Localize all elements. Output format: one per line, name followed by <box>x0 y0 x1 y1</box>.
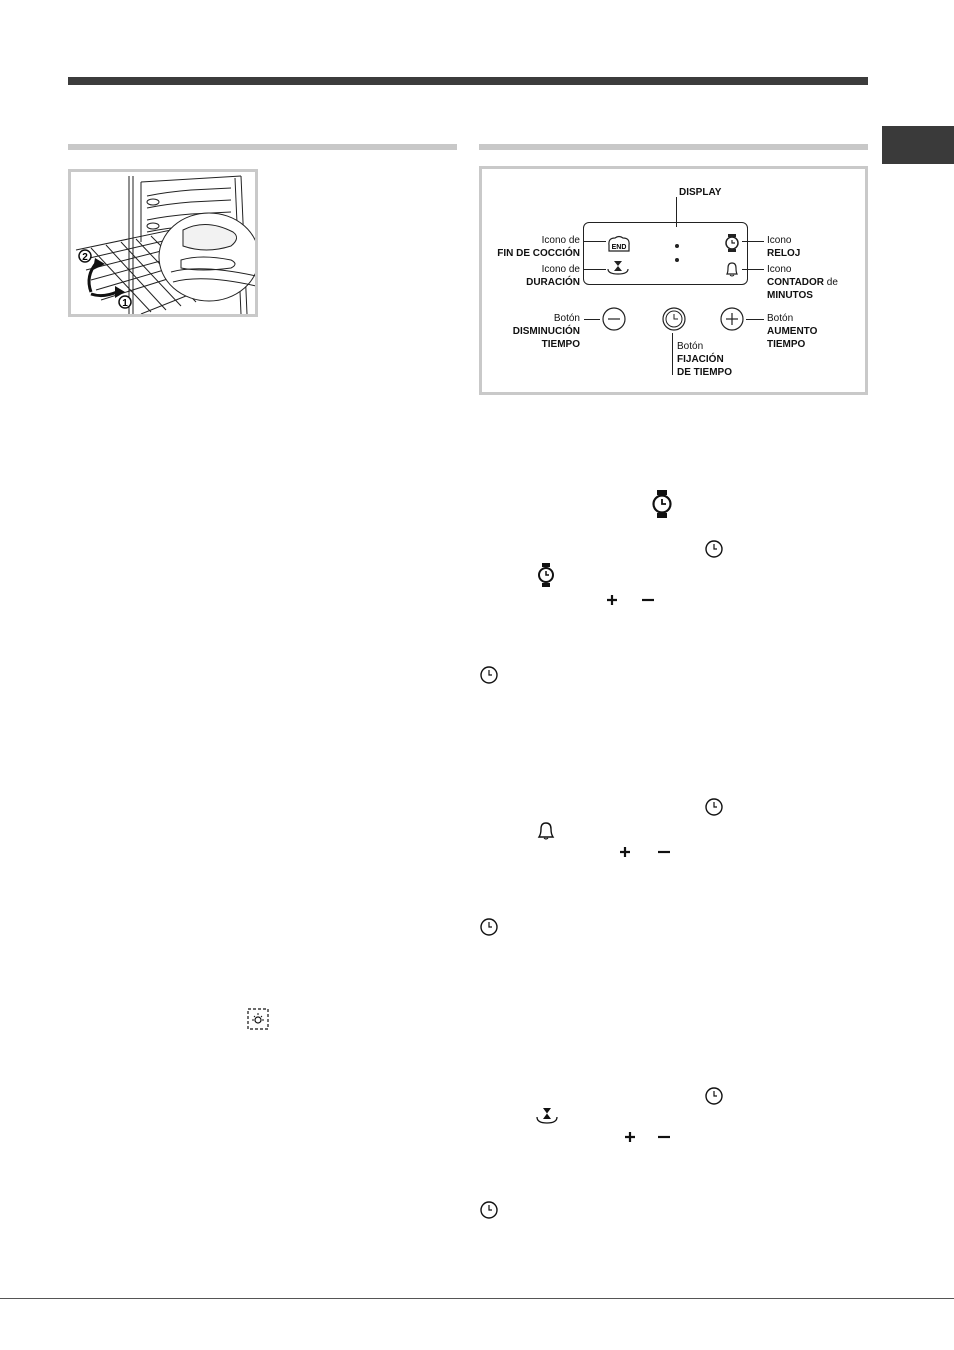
fin-coccion-leader <box>584 241 606 242</box>
decrease-time-button[interactable] <box>600 305 628 333</box>
hourglass-icon <box>535 1106 559 1126</box>
plus-icon <box>618 845 632 859</box>
disminucion-leader <box>584 319 600 320</box>
plus-icon <box>605 593 619 607</box>
fin-coccion-label-1: Icono de <box>541 235 580 246</box>
clock-icon <box>704 1086 724 1106</box>
duracion-label-1: Icono de <box>541 264 580 275</box>
aumento-label-3: TIEMPO <box>767 339 806 350</box>
step-2-label: 2 <box>82 252 88 263</box>
hourglass-icon <box>606 259 630 277</box>
fijacion-label-2: FIJACIÓN <box>677 354 724 365</box>
step-1-label: 1 <box>122 298 128 309</box>
increase-time-button[interactable] <box>718 305 746 333</box>
oven-rack-illustration <box>68 169 258 317</box>
disminucion-label-3: TIEMPO <box>541 339 580 350</box>
watch-icon <box>651 489 673 519</box>
reloj-label-1: Icono <box>767 235 792 246</box>
duracion-leader <box>584 269 606 270</box>
lamp-icon <box>246 1007 270 1031</box>
aumento-label-1: Botón <box>767 313 794 324</box>
top-rule <box>68 77 868 85</box>
contador-label-3: MINUTOS <box>767 290 813 301</box>
fijacion-label-3: DE TIEMPO <box>677 367 733 378</box>
aumento-leader <box>746 319 764 320</box>
contador-leader <box>742 269 764 270</box>
footer-rule <box>0 1298 954 1299</box>
reloj-label-2: RELOJ <box>767 248 801 259</box>
minus-icon <box>656 845 672 859</box>
aumento-label-2: AUMENTO <box>767 326 818 337</box>
clock-icon <box>479 917 499 937</box>
clock-icon <box>479 1200 499 1220</box>
contador-label-2: CONTADOR de <box>767 277 838 288</box>
minus-icon <box>656 1130 672 1144</box>
bell-icon <box>724 260 740 278</box>
fijacion-label-1: Botón <box>677 341 704 352</box>
display-dot-lower <box>675 258 679 262</box>
clock-icon <box>479 665 499 685</box>
svg-text:END: END <box>611 244 627 251</box>
end-icon <box>606 235 632 255</box>
display-leader <box>676 197 677 227</box>
fijacion-leader <box>672 333 673 375</box>
fin-coccion-label-2: FIN DE COCCIÓN <box>497 248 580 259</box>
oven-rack-drawing <box>71 172 255 314</box>
set-time-button[interactable] <box>659 305 689 333</box>
clock-icon <box>704 539 724 559</box>
clock-icon <box>704 797 724 817</box>
minus-icon <box>640 593 656 607</box>
reloj-leader <box>742 241 764 242</box>
left-section-rule <box>68 144 457 150</box>
disminucion-label-1: Botón <box>553 313 580 324</box>
display-label: DISPLAY <box>679 187 722 198</box>
language-tab <box>882 126 954 164</box>
duracion-label-2: DURACIÓN <box>526 277 580 288</box>
right-section-rule <box>479 144 868 150</box>
contador-label-1: Icono <box>767 264 792 275</box>
watch-icon <box>537 562 555 588</box>
bell-icon <box>536 820 556 842</box>
plus-icon <box>623 1130 637 1144</box>
disminucion-label-2: DISMINUCIÓN <box>512 326 580 337</box>
display-dot-upper <box>675 244 679 248</box>
watch-icon <box>724 233 740 253</box>
